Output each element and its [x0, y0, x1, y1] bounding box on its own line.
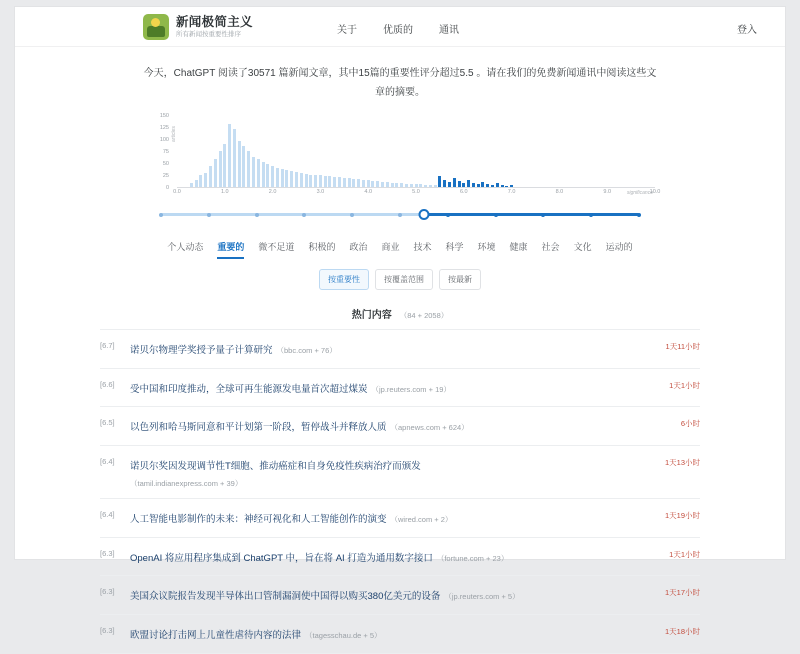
- chart-bar: [190, 183, 193, 187]
- sort-pill-2[interactable]: 按最新: [439, 269, 481, 290]
- chart-bars: [177, 115, 655, 187]
- chart-y-label: articles: [171, 126, 177, 142]
- article-body: [130, 625, 700, 644]
- chart-bar: [376, 181, 379, 187]
- slider-tick[interactable]: [589, 213, 593, 217]
- chart-x-axis: [173, 189, 661, 201]
- category-tab-1[interactable]: 重要的: [217, 240, 244, 259]
- main-nav: [337, 21, 459, 36]
- category-tab-5[interactable]: 商业: [381, 242, 400, 252]
- chart-bar: [257, 159, 260, 187]
- sort-pill-0[interactable]: 按重要性: [319, 269, 369, 290]
- chart-x-tick: 3.0: [316, 189, 325, 195]
- chart-bar: [386, 182, 389, 187]
- chart-bar: [438, 176, 441, 187]
- category-tab-3[interactable]: 积极的: [308, 242, 336, 252]
- category-tab-4[interactable]: 政治: [349, 242, 368, 252]
- chart-bar: [252, 157, 255, 187]
- category-tab-2[interactable]: 微不足道: [258, 242, 295, 252]
- chart-bar: [290, 171, 293, 187]
- chart-bar: [424, 185, 427, 187]
- chart-y-tick: 150: [159, 113, 169, 119]
- chart-bar: [209, 166, 212, 187]
- article-time: 1天13小时: [664, 458, 700, 468]
- article-row[interactable]: [100, 499, 700, 538]
- category-tab-8[interactable]: 环境: [477, 242, 496, 252]
- chart-bar: [271, 166, 274, 187]
- article-body: [130, 417, 700, 436]
- chart-bar: [453, 178, 456, 187]
- article-list: [100, 330, 700, 654]
- chart-bar: [419, 184, 422, 187]
- chart-bar: [486, 184, 489, 187]
- chart-bar: [395, 183, 398, 187]
- slider-tick[interactable]: [398, 213, 402, 217]
- chart-x-tick: 10.0: [649, 189, 661, 195]
- article-source: （bbc.com + 76）: [276, 346, 337, 355]
- article-body: [130, 586, 700, 605]
- chart-bar: [266, 164, 269, 187]
- article-time: 6小时: [680, 419, 700, 429]
- chart-y-tick: 50: [162, 161, 169, 167]
- chart-bar: [276, 168, 279, 187]
- article-headline[interactable]: 诺贝尔奖因发现调节性T细胞、推动癌症和自身免疫性疾病治疗而颁发: [130, 461, 421, 473]
- chart-bar: [472, 183, 475, 187]
- chart-bar: [352, 179, 355, 187]
- site-header: [15, 7, 785, 47]
- category-tab-7[interactable]: 科学: [445, 242, 464, 252]
- category-tab-6[interactable]: 技术: [413, 242, 432, 252]
- article-time: 1天18小时: [664, 627, 700, 637]
- chart-bar: [328, 176, 331, 187]
- chart-x-tick: 5.0: [412, 189, 420, 195]
- chart-x-tick: 2.0: [268, 189, 277, 195]
- chart-bar: [305, 174, 308, 187]
- chart-bar: [491, 185, 494, 187]
- nav-item-newsletter[interactable]: 通讯: [439, 25, 459, 36]
- chart-bar: [242, 146, 245, 187]
- slider-tick[interactable]: [637, 213, 641, 217]
- chart-bar: [314, 175, 317, 187]
- chart-bar: [338, 177, 341, 187]
- chart-bar: [467, 180, 470, 187]
- chart-bar: [247, 151, 250, 187]
- chart-x-tick: 1.0: [220, 189, 229, 195]
- article-body: [130, 509, 700, 528]
- article-row[interactable]: [100, 369, 700, 408]
- chart-x-tick: 4.0: [364, 189, 373, 195]
- chart-bar: [481, 182, 484, 187]
- article-row[interactable]: [100, 407, 700, 446]
- article-source: （tamil.indianexpress.com + 39）: [130, 478, 243, 488]
- article-body: [130, 340, 700, 359]
- nav-item-about[interactable]: 关于: [337, 25, 357, 36]
- article-score: [6.3]: [100, 626, 115, 636]
- article-body: [130, 379, 700, 398]
- chart-bar: [462, 183, 465, 187]
- slider-tick[interactable]: [159, 213, 163, 217]
- chart-bar: [309, 175, 312, 187]
- category-tab-11[interactable]: 文化: [573, 242, 592, 252]
- hot-count: （84 + 2058）: [399, 311, 449, 320]
- slider-track-active: [424, 213, 639, 216]
- article-source: （jp.reuters.com + 19）: [371, 384, 451, 394]
- slider-tick[interactable]: [350, 213, 354, 217]
- chart-bar: [434, 185, 437, 187]
- article-headline[interactable]: 以色列和哈马斯同意和平计划第一阶段，暂停战斗并释放人质: [130, 422, 387, 434]
- article-time: 1天11小时: [665, 342, 700, 351]
- hot-header: [15, 306, 785, 321]
- category-tab-9[interactable]: 健康: [509, 242, 528, 252]
- chart-bar: [219, 151, 222, 187]
- article-headline[interactable]: 美国众议院报告发现半导体出口管制漏洞使中国得以购买380亿美元的设备: [130, 591, 441, 603]
- login-link[interactable]: 登入: [737, 25, 757, 36]
- chart-bar: [281, 169, 284, 187]
- chart-bar: [333, 177, 336, 187]
- brand[interactable]: [143, 14, 253, 40]
- chart-bar: [285, 170, 288, 187]
- chart-bar: [367, 180, 370, 187]
- slider-tick[interactable]: [302, 213, 306, 217]
- page-sheet: [14, 6, 786, 642]
- article-score: [6.6]: [100, 379, 115, 389]
- chart-bar: [204, 173, 207, 187]
- article-score: [6.5]: [100, 418, 115, 428]
- chart-bar: [343, 178, 346, 187]
- nav-item-quality[interactable]: 优质的: [383, 25, 413, 36]
- sort-pills: [15, 269, 785, 290]
- chart-bar: [238, 141, 241, 187]
- chart-y-tick: 25: [162, 173, 169, 179]
- article-row[interactable]: [100, 330, 700, 369]
- chart-bar: [199, 175, 202, 187]
- chart-bar: [496, 183, 499, 187]
- chart-y-tick: 125: [159, 125, 169, 131]
- chart-bar: [429, 185, 432, 187]
- slider-knob[interactable]: [418, 209, 429, 220]
- chart-x-label: significance: [626, 190, 653, 196]
- article-score: [6.4]: [100, 509, 115, 519]
- article-headline[interactable]: 受中国和印度推动，全球可再生能源发电量首次超过煤炭: [130, 383, 368, 395]
- article-headline[interactable]: 人工智能电影制作的未来：神经可视化和人工智能创作的演变: [130, 513, 387, 525]
- article-source: （wired.com + 2）: [390, 514, 453, 524]
- intro-text: 今天，ChatGPT 阅读了30571 篇新闻文章，其中15篇的重要性评分超过5.5 。请在我们的免费新闻通讯中阅读这些文章的摘要。: [143, 68, 657, 98]
- article-headline[interactable]: 诺贝尔物理学奖授予量子计算研究: [130, 345, 273, 356]
- article-time: 1天17小时: [664, 588, 700, 598]
- chart-bar: [357, 179, 360, 187]
- article-score: [6.7]: [100, 341, 115, 350]
- hot-title: 热门内容: [351, 310, 392, 321]
- category-tab-10[interactable]: 社会: [541, 242, 560, 252]
- chart-bar: [214, 159, 217, 187]
- chart-bar: [400, 183, 403, 187]
- significance-histogram: [145, 113, 661, 202]
- article-row[interactable]: [100, 446, 700, 499]
- article-body: [130, 548, 700, 567]
- slider-tick[interactable]: [494, 213, 498, 217]
- chart-bar: [371, 181, 374, 187]
- brand-title: 新闻极简主义: [176, 14, 253, 29]
- chart-bar: [510, 185, 513, 187]
- chart-bar: [295, 172, 298, 187]
- chart-bar: [501, 185, 504, 187]
- slider-tick[interactable]: [541, 213, 545, 217]
- chart-bar: [319, 175, 322, 187]
- article-source: （jp.reuters.com + 5）: [444, 592, 520, 602]
- sort-pill-1[interactable]: 按覆盖范围: [375, 269, 433, 290]
- slider-tick[interactable]: [207, 213, 211, 217]
- chart-bar: [348, 178, 351, 187]
- chart-y-tick: 75: [162, 149, 169, 155]
- article-body: [130, 456, 700, 489]
- chart-x-tick: 6.0: [459, 189, 468, 195]
- chart-bar: [362, 180, 365, 187]
- significance-slider[interactable]: [161, 206, 639, 224]
- chart-bar: [505, 186, 508, 187]
- article-score: [6.3]: [100, 587, 115, 597]
- chart-bar: [410, 184, 413, 187]
- chart-x-tick: 7.0: [507, 189, 516, 195]
- chart-bar: [228, 124, 231, 187]
- chart-bar: [415, 184, 418, 187]
- article-source: （tagesschau.de + 5）: [305, 631, 382, 641]
- article-source: （apnews.com + 624）: [390, 423, 469, 433]
- brand-text: [176, 16, 253, 39]
- chart-bar: [458, 181, 461, 187]
- article-time: 1天19小时: [664, 510, 700, 520]
- category-tab-0[interactable]: 个人动态: [167, 242, 204, 252]
- chart-bar: [262, 162, 265, 187]
- chart-y-tick: 0: [165, 185, 169, 191]
- chart-y-axis: [145, 113, 169, 191]
- category-tab-12[interactable]: 运动的: [605, 242, 633, 252]
- chart-bar: [443, 180, 446, 187]
- chart-bar: [195, 180, 198, 187]
- chart-bar: [391, 183, 394, 187]
- category-tabs: [15, 240, 785, 259]
- chart-bar: [381, 182, 384, 187]
- chart-x-tick: 8.0: [555, 189, 564, 195]
- article-score: [6.4]: [100, 457, 115, 467]
- chart-y-tick: 100: [159, 137, 169, 143]
- article-headline[interactable]: OpenAI 将应用程序集成到 ChatGPT 中，旨在将 AI 打造为通用数字接口: [130, 552, 433, 564]
- chart-bar: [448, 182, 451, 187]
- chart-x-tick: 9.0: [603, 189, 612, 195]
- chart-bar: [324, 176, 327, 187]
- slider-tick[interactable]: [255, 213, 259, 217]
- article-row[interactable]: [100, 538, 700, 577]
- article-score: [6.3]: [100, 548, 115, 558]
- article-row[interactable]: [100, 615, 700, 654]
- chart-x-tick: 0.0: [173, 189, 181, 195]
- chart-bar: [405, 184, 408, 187]
- chart-bar: [477, 184, 480, 187]
- chart-bar: [233, 129, 236, 187]
- article-headline[interactable]: 欧盟讨论打击网上儿童性虐待内容的法律: [130, 630, 302, 642]
- article-time: 1天1小时: [669, 549, 700, 559]
- brand-subtitle: 所有新闻按重要性排序: [176, 31, 241, 39]
- chart-bar: [223, 144, 226, 187]
- slider-tick[interactable]: [446, 213, 450, 217]
- article-time: 1天1小时: [669, 380, 700, 390]
- chart-bar: [300, 173, 303, 187]
- article-source: （fortune.com + 23）: [436, 553, 509, 563]
- leaf-logo-icon: [143, 14, 169, 40]
- article-row[interactable]: [100, 576, 700, 615]
